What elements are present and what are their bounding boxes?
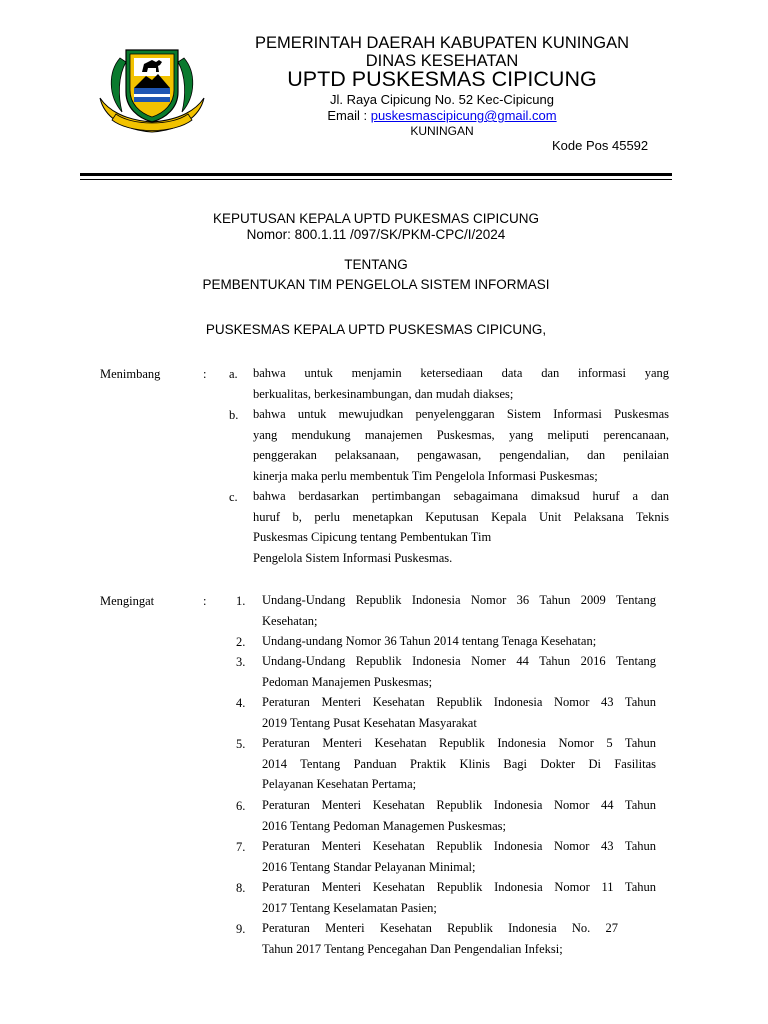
list-item-line: Peraturan Menteri Kesehatan Republik Indonesia Nomor 44 Tahun xyxy=(262,798,656,812)
email-label: Email : xyxy=(327,108,371,123)
email-link[interactable]: puskesmascipicung@gmail.com xyxy=(370,108,557,123)
list-item-line: Peraturan Menteri Kesehatan Republik Indonesia Nomor 43 Tahun xyxy=(262,695,656,709)
decree-title: KEPUTUSAN KEPALA UPTD PUKESMAS CIPICUNG xyxy=(212,211,540,226)
decree-issuer: PUSKESMAS KEPALA UPTD PUSKESMAS CIPICUNG, xyxy=(205,322,547,337)
mengingat-item-1 xyxy=(262,590,656,631)
letterhead-divider-thick xyxy=(80,173,672,176)
list-item-line: berkualitas, berkesinambungan, dan mudah diakses; xyxy=(253,386,514,401)
list-item-line: bahwa untuk menjamin ketersediaan data dan informasi yang xyxy=(253,366,669,380)
menimbang-mark-a: a. xyxy=(229,367,238,381)
list-item-line: Peraturan Menteri Kesehatan Republik Indonesia No. 27 xyxy=(262,921,618,935)
list-item-line: 2014 Tentang Panduan Praktik Klinis Bagi Dokter Di Fasilitas xyxy=(262,756,656,771)
mengingat-mark-4: 4. xyxy=(236,696,246,710)
list-item-line: 2016 Tentang Standar Pelayanan Minimal; xyxy=(262,859,476,874)
mengingat-item-4 xyxy=(262,692,656,733)
mengingat-mark-1: 1. xyxy=(236,594,246,608)
mengingat-item-9 xyxy=(262,918,618,959)
menimbang-colon: : xyxy=(203,367,207,381)
city-line: KUNINGAN xyxy=(410,124,474,138)
mengingat-mark-3: 3. xyxy=(236,655,246,669)
list-item-line: Pedoman Manajemen Puskesmas; xyxy=(262,674,433,689)
list-item-line: 2016 Tentang Pedoman Managemen Puskesmas; xyxy=(262,818,506,833)
mengingat-mark-8: 8. xyxy=(236,881,246,895)
mengingat-mark-9: 9. xyxy=(236,922,246,936)
list-item-line: kinerja maka perlu membentuk Tim Pengelola Informasi Puskesmas; xyxy=(253,468,598,483)
list-item-line: 2017 Tentang Keselamatan Pasien; xyxy=(262,900,437,915)
list-item-line: Pengelola Sistem Informasi Puskesmas. xyxy=(253,550,453,565)
menimbang-label: Menimbang xyxy=(100,367,161,381)
mengingat-item-8 xyxy=(262,877,656,918)
list-item-line: 2019 Tentang Pusat Kesehatan Masyarakat xyxy=(262,715,477,730)
list-item-line: Peraturan Menteri Kesehatan Republik Indonesia Nomor 5 Tahun xyxy=(262,736,656,750)
list-item-line: Undang-Undang Republik Indonesia Nomer 44 Tahun 2016 Tentang xyxy=(262,654,656,668)
mengingat-item-5 xyxy=(262,733,656,795)
list-item-line: Undang-undang Nomor 36 Tahun 2014 tentang Tenaga Kesehatan; xyxy=(262,634,597,648)
mengingat-mark-5: 5. xyxy=(236,737,246,751)
list-item-line: Kesehatan; xyxy=(262,613,318,628)
list-item-line: bahwa berdasarkan pertimbangan sebagaimana dimaksud huruf a dan xyxy=(253,489,669,503)
menimbang-item-a xyxy=(253,363,669,404)
menimbang-mark-b: b. xyxy=(229,408,239,422)
menimbang-mark-c: c. xyxy=(229,490,238,504)
list-item-line: Tahun 2017 Tentang Pencegahan Dan Pengendalian Infeksi; xyxy=(262,941,563,956)
list-item-line: Peraturan Menteri Kesehatan Republik Indonesia Nomor 11 Tahun xyxy=(262,880,656,894)
institution-name: UPTD PUSKESMAS CIPICUNG xyxy=(287,67,597,91)
mengingat-label: Mengingat xyxy=(100,594,155,608)
list-item-line: Pelayanan Kesehatan Pertama; xyxy=(262,777,417,791)
list-item-line: huruf b, perlu menetapkan Keputusan Kepala Unit Pelaksana Teknis xyxy=(253,509,669,524)
menimbang-item-c xyxy=(253,486,669,568)
decree-subject: PEMBENTUKAN TIM PENGELOLA SISTEM INFORMASI xyxy=(202,277,550,292)
kabupaten-kuningan-emblem-icon xyxy=(96,40,208,136)
list-item-line: Puskesmas Cipicung tentang Pembentukan Tim xyxy=(253,530,492,544)
email-line xyxy=(236,108,648,123)
decree-number: Nomor: 800.1.11 /097/SK/PKM-CPC/I/2024 xyxy=(246,227,506,242)
list-item-line: penggerakan pelaksanaan, pengawasan, pengendalian, dan penilaian xyxy=(253,448,669,462)
decree-about-label: TENTANG xyxy=(344,257,408,272)
mengingat-mark-7: 7. xyxy=(236,840,246,854)
mengingat-colon: : xyxy=(203,594,207,608)
agency-name: DINAS KESEHATAN xyxy=(365,52,519,70)
mengingat-item-6 xyxy=(262,795,656,836)
address-line: Jl. Raya Cipicung No. 52 Kec-Cipicung xyxy=(330,92,554,107)
mengingat-mark-2: 2. xyxy=(236,635,246,649)
mengingat-item-3 xyxy=(262,651,656,692)
list-item-line: Peraturan Menteri Kesehatan Republik Indonesia Nomor 43 Tahun xyxy=(262,839,656,853)
mengingat-item-2 xyxy=(262,631,656,652)
mengingat-item-7 xyxy=(262,836,656,877)
list-item-line: bahwa untuk mewujudkan penyelenggaran Sistem Informasi Puskesmas xyxy=(253,407,669,421)
list-item-line: yang mendukung manajemen Puskesmas, yang meliputi perencanaan, xyxy=(253,427,669,442)
letterhead-divider-thin xyxy=(80,179,672,180)
postal-code: Kode Pos 45592 xyxy=(552,138,649,153)
menimbang-item-b xyxy=(253,404,669,486)
mengingat-mark-6: 6. xyxy=(236,799,246,813)
government-name: PEMERINTAH DAERAH KABUPATEN KUNINGAN xyxy=(254,34,630,52)
list-item-line: Undang-Undang Republik Indonesia Nomor 36 Tahun 2009 Tentang xyxy=(262,593,656,607)
